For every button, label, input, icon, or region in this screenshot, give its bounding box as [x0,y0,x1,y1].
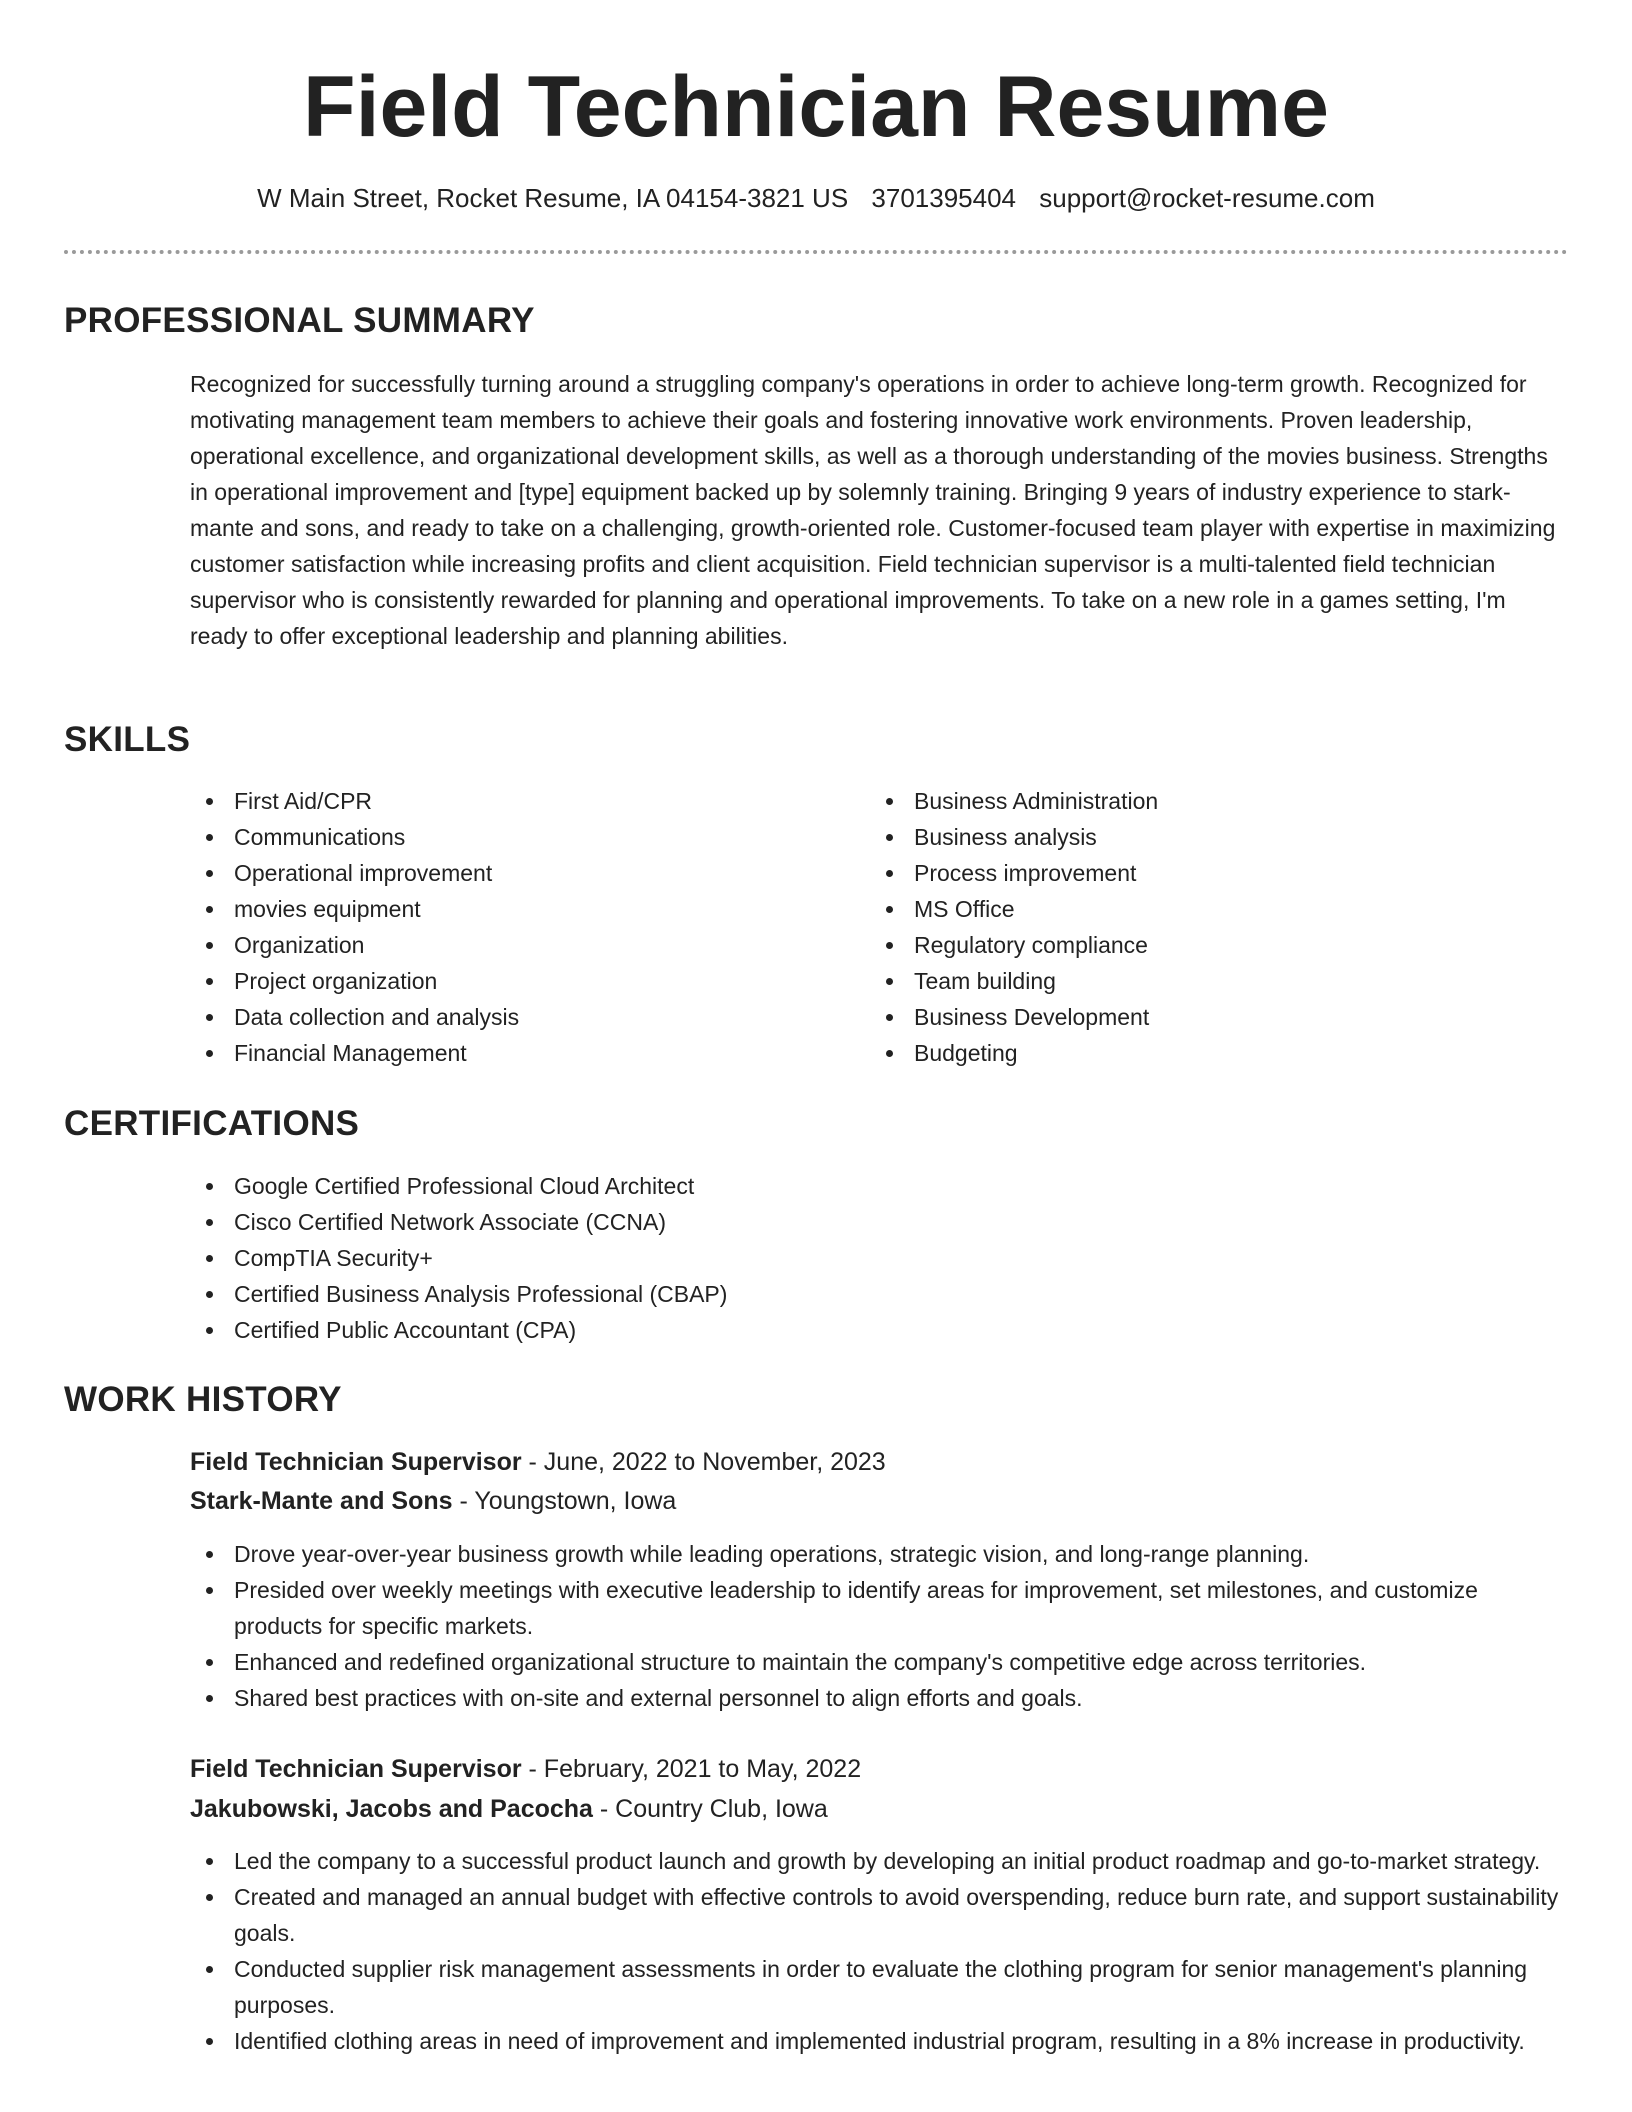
certifications-list [190,1168,1490,1348]
contact-phone: 3701395404 [871,183,1017,213]
list-item: Business Administration [870,783,1510,819]
list-item: First Aid/CPR [190,783,830,819]
job-company: Jakubowski, Jacobs and Pacocha [190,1795,593,1823]
job-company: Stark-Mante and Sons [190,1487,453,1515]
job-duties-list [190,1843,1568,2059]
list-item: Process improvement [870,855,1510,891]
job-company-line [190,1790,828,1828]
list-item: Communications [190,819,830,855]
job-company-line [190,1482,676,1520]
contact-line [0,178,1632,218]
list-item: Shared best practices with on-site and external personnel to align efforts and goals. [190,1680,1568,1716]
section-heading-certifications: CERTIFICATIONS [64,1104,360,1143]
list-item: Drove year-over-year business growth while leading operations, strategic vision, and long-range planning. [190,1536,1568,1572]
list-item: Project organization [190,963,830,999]
list-item: Google Certified Professional Cloud Architect [190,1168,1490,1204]
list-item: Conducted supplier risk management assessments in order to evaluate the clothing program for senior management's planning purposes. [190,1951,1568,2023]
resume-title: Field Technician Resume [303,59,1329,155]
header-divider [64,250,1568,254]
list-item: Team building [870,963,1510,999]
contact-email: support@rocket-resume.com [1039,183,1375,213]
list-item: Organization [190,927,830,963]
job-title-line [190,1443,886,1481]
list-item: Identified clothing areas in need of improvement and implemented industrial program, resulting in a 8% increase in productivity. [190,2023,1568,2059]
list-item: Business Development [870,999,1510,1035]
list-item: Operational improvement [190,855,830,891]
job-location: - Country Club, Iowa [592,1795,828,1823]
job-dates: - February, 2021 to May, 2022 [521,1755,862,1783]
list-item: Business analysis [870,819,1510,855]
section-heading-skills: SKILLS [64,720,191,759]
job-title: Field Technician Supervisor [190,1755,522,1783]
job-dates: - June, 2022 to November, 2023 [521,1448,886,1476]
list-item: Enhanced and redefined organizational structure to maintain the company's competitive edge across territories. [190,1644,1568,1680]
list-item: Created and managed an annual budget with effective controls to avoid overspending, reduce burn rate, and support sustainability goals. [190,1879,1568,1951]
list-item: Data collection and analysis [190,999,830,1035]
section-heading-summary: PROFESSIONAL SUMMARY [64,301,535,340]
list-item: Led the company to a successful product launch and growth by developing an initial product roadmap and go-to-market strategy. [190,1843,1568,1879]
list-item: Budgeting [870,1035,1510,1071]
list-item: movies equipment [190,891,830,927]
list-item: Presided over weekly meetings with executive leadership to identify areas for improvement, set milestones, and customize products for specific markets. [190,1572,1568,1644]
summary-text: Recognized for successfully turning around a struggling company's operations in order to achieve long-term growth. Recognized for motivating management team members to achieve their goals and fostering innovative work environments. Proven leadership, operational excellence, and organizational development skills, as well as a thorough understanding of the movies business. Strengths in operational improvement and [type] equipment backed up by solemnly training. Bringing 9 years of industry experience to stark-mante and sons, and ready to take on a challenging, growth-oriented role. Customer-focused team player with expertise in maximizing customer satisfaction while increasing profits and client acquisition. Field technician supervisor is a multi-talented field technician supervisor who is consistently rewarded for planning and operational improvements. To take on a new role in a games setting, I'm ready to offer exceptional leadership and planning abilities. [190,371,1556,649]
skills-list-left [190,783,830,1071]
list-item: Certified Public Accountant (CPA) [190,1312,1490,1348]
list-item: Regulatory compliance [870,927,1510,963]
list-item: CompTIA Security+ [190,1240,1490,1276]
job-duties-list [190,1536,1568,1716]
section-heading-work-history: WORK HISTORY [64,1380,342,1419]
job-title: Field Technician Supervisor [190,1448,522,1476]
skills-list-right [870,783,1510,1071]
job-title-line [190,1750,861,1788]
list-item: Cisco Certified Network Associate (CCNA) [190,1204,1490,1240]
list-item: Financial Management [190,1035,830,1071]
job-location: - Youngstown, Iowa [452,1487,677,1515]
list-item: MS Office [870,891,1510,927]
contact-address: W Main Street, Rocket Resume, IA 04154-3821 US [257,183,849,213]
list-item: Certified Business Analysis Professional (CBAP) [190,1276,1490,1312]
